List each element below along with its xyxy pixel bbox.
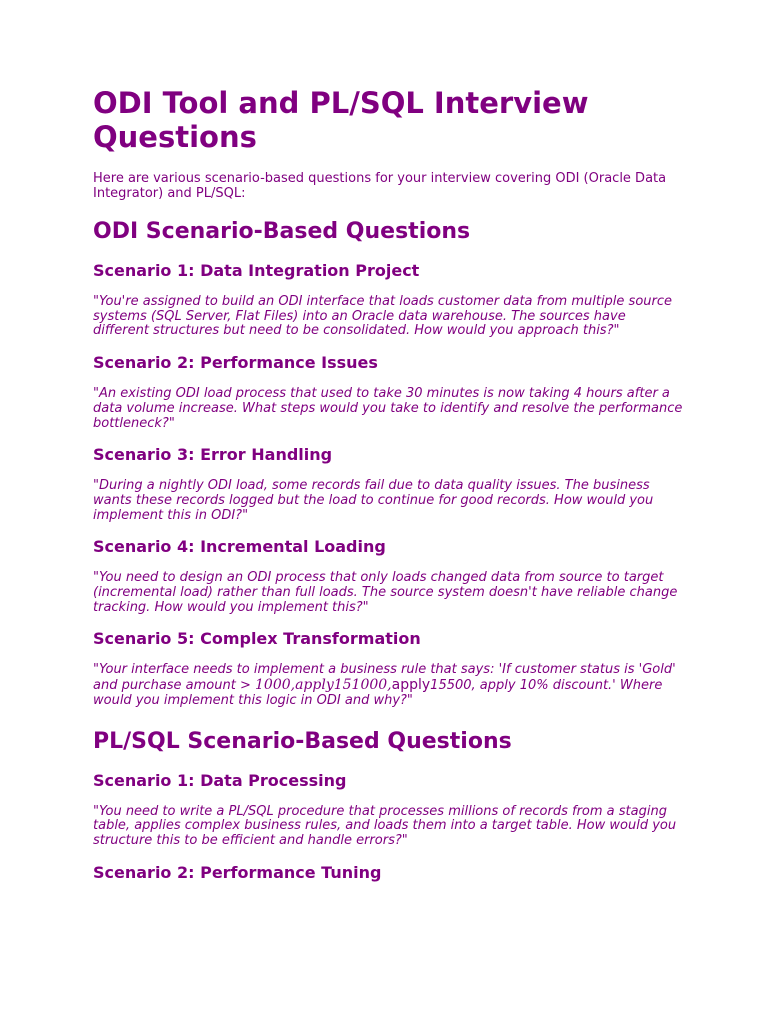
question-text: 15500, apply 10% discount.' Where would you implement this logic in ODI and why?"	[93, 678, 663, 708]
odi-scenario-3	[93, 445, 683, 523]
scenario-question	[93, 663, 683, 708]
scenario-heading: Scenario 5: Complex Transformation	[93, 629, 421, 649]
odi-section-heading: ODI Scenario-Based Questions	[93, 219, 471, 244]
scenario-heading: Scenario 3: Error Handling	[93, 445, 333, 465]
intro-paragraph: Here are various scenario-based questions for your interview covering ODI (Oracle Data Integrator) and PL/SQL:	[93, 171, 667, 201]
math-rendered-text: 1000,apply151000,	[255, 677, 392, 694]
scenario-question: "You're assigned to build an ODI interface that loads customer data from multiple source systems (SQL Server, Flat Files) into an Oracle data warehouse. The sources have different structures but need to be consolidated. How would you approach this?"	[93, 294, 673, 339]
scenario-heading: Scenario 4: Incremental Loading	[93, 537, 386, 557]
plsql-section-heading: PL/SQL Scenario-Based Questions	[93, 728, 512, 754]
math-rendered-text: apply	[391, 677, 431, 694]
scenario-question: "You need to write a PL/SQL procedure that processes millions of records from a staging table, applies complex business rules, and loads them into a target table. How would you structure this to be efficient and handle errors?"	[93, 803, 677, 848]
document-page	[93, 86, 683, 883]
odi-scenario-1	[93, 261, 683, 339]
scenario-question: "An existing ODI load process that used to take 30 minutes is now taking 4 hours after a data volume increase. What steps would you take to identify and resolve the performance bottleneck?"	[93, 386, 683, 431]
plsql-scenario-1	[93, 771, 683, 849]
scenario-question: "During a nightly ODI load, some records fail due to data quality issues. The business wants these records logged but the load to continue for good records. How would you implement this in ODI?"	[93, 478, 654, 523]
odi-scenario-5	[93, 629, 683, 708]
scenario-heading: Scenario 2: Performance Issues	[93, 353, 378, 373]
odi-scenario-2	[93, 353, 683, 431]
scenario-heading: Scenario 2: Performance Tuning	[93, 862, 382, 882]
question-text: "Your interface needs to implement a business rule that says: 'If customer status is 'Gold' and purchase amount >	[93, 662, 676, 694]
odi-scenario-4	[93, 537, 683, 615]
scenario-heading: Scenario 1: Data Processing	[93, 770, 347, 790]
scenario-question: "You need to design an ODI process that only loads changed data from source to target (incremental load) rather than full loads. The source system doesn't have reliable change tracking. How would you implement this?"	[93, 570, 678, 615]
scenario-heading: Scenario 1: Data Integration Project	[93, 261, 420, 280]
page-title: ODI Tool and PL/SQL Interview Questions	[93, 86, 589, 154]
plsql-scenario-2	[93, 863, 683, 883]
